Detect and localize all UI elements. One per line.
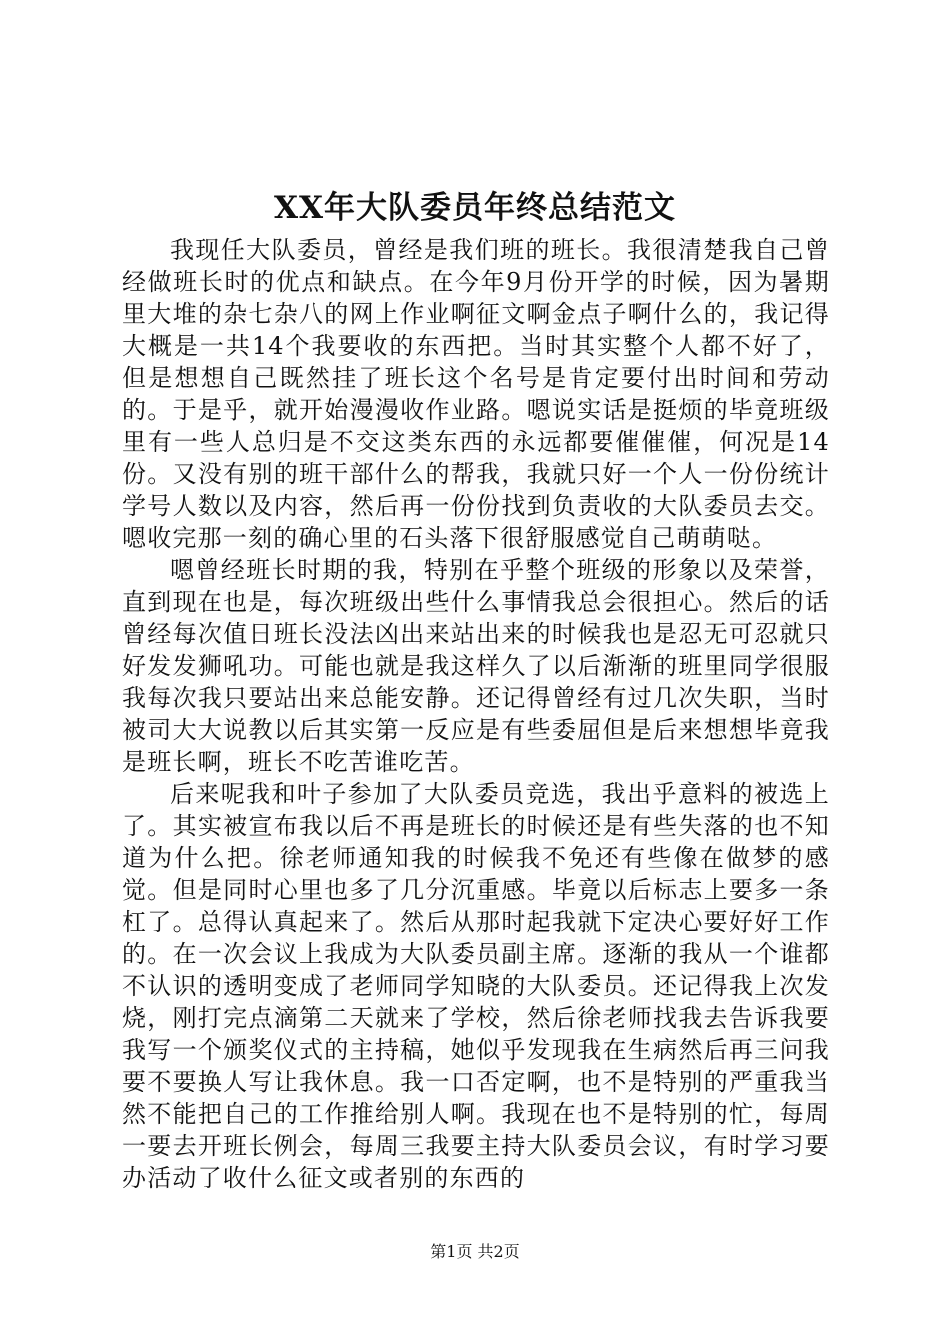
paragraph-3: 后来呢我和叶子参加了大队委员竞选，我出乎意料的被选上了。其实被宣布我以后不再是班长的时候还是有些失落的也不知道为什么把。徐老师通知我的时候我不免还有些像在做梦的感觉。但是同时心里也多了几分沉重感。毕竟以后标志上要多一条杠了。总得认真起来了。然后从那时起我就下定决心要好好工作的。在一次会议上我成为大队委员副主席。逐渐的我从一个谁都不认识的透明变成了老师同学知晓的大队委员。还记得我上次发烧，刚打完点滴第二天就来了学校，然后徐老师找我去告诉我要我写一个颁奖仪式的主持稿，她似乎发现我在生病然后再三问我要不要换人写让我休息。我一口否定啊，也不是特别的严重我当然不能把自己的工作推给别人啊。我现在也不是特别的忙，每周一要去开班长例会，每周三我要主持大队委员会议，有时学习要办活动了收什么征文或者别的东西的	[122, 780, 830, 1192]
paragraph-1: 我现任大队委员，曾经是我们班的班长。我很清楚我自己曾经做班长时的优点和缺点。在今年9月份开学的时候，因为暑期里大堆的杂七杂八的网上作业啊征文啊金点子啊什么的，我记得大概是一共14个我要收的东西把。当时其实整个人都不好了，但是想想自己既然挂了班长这个名号是肯定要付出时间和劳动的。于是乎，就开始漫漫收作业路。嗯说实话是挺烦的毕竟班级里有一些人总归是不交这类东西的永远都要催催催，何况是14份。又没有别的班干部什么的帮我，我就只好一个人一份份统计学号人数以及内容，然后再一份份找到负责收的大队委员去交。嗯收完那一刻的确心里的石头落下很舒服感觉自己萌萌哒。	[122, 236, 830, 552]
document-title: XX年大队委员年终总结范文	[273, 190, 677, 226]
document-body	[122, 234, 830, 1194]
paragraph-2: 嗯曾经班长时期的我，特别在乎整个班级的形象以及荣誉，直到现在也是，每次班级出些什么事情我总会很担心。然后的话曾经每次值日班长没法凶出来站出来的时候我也是忍无可忍就只好发发狮吼功。可能也就是我这样久了以后渐渐的班里同学很服我每次我只要站出来总能安静。还记得曾经有过几次失职，当时被司大大说教以后其实第一反应是有些委屈但是后来想想毕竟我是班长啊，班长不吃苦谁吃苦。	[122, 556, 830, 776]
page-footer: 第1页 共2页	[430, 1242, 520, 1261]
